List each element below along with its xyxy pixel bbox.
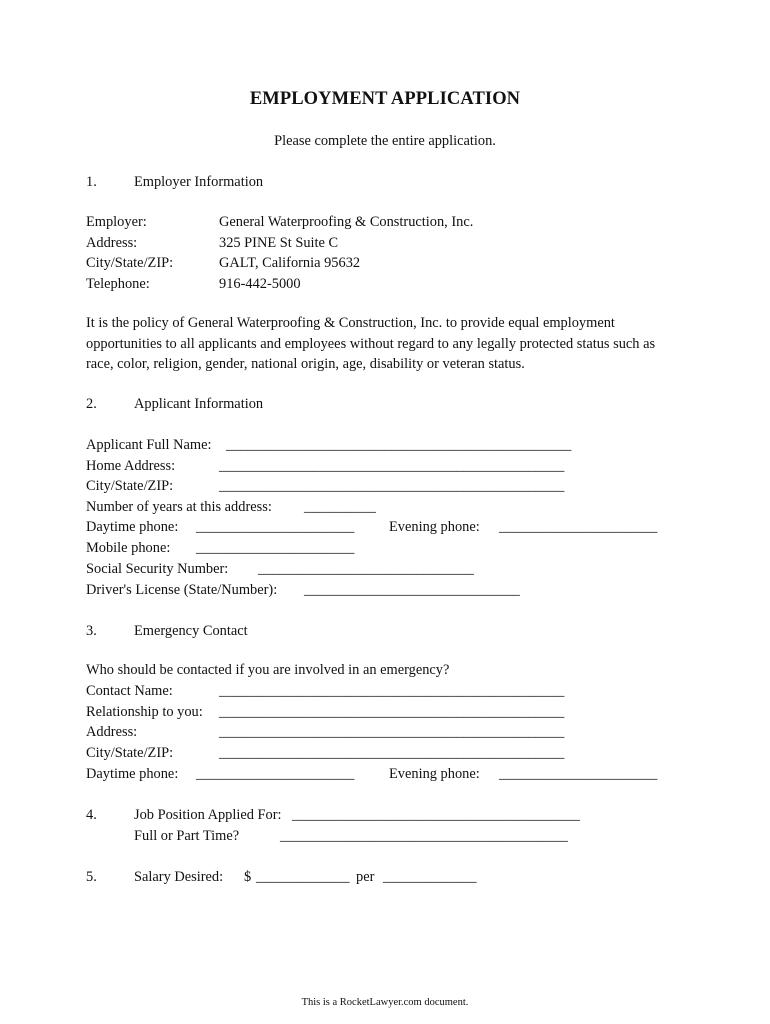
job-position-field[interactable]: ________________________________________ xyxy=(292,807,580,823)
salary-period-field[interactable]: _____________ xyxy=(383,869,477,885)
ssn-field[interactable]: ______________________________ xyxy=(258,561,474,577)
salary-label: Salary Desired: xyxy=(134,869,224,885)
section-number: 3. xyxy=(86,623,97,639)
drivers-license-field[interactable]: ______________________________ xyxy=(304,582,520,598)
section-label: Employer Information xyxy=(134,174,264,190)
contact-evening-phone-label: Evening phone: xyxy=(389,766,480,782)
policy-line: race, color, religion, gender, national origin, age, disability or veteran status. xyxy=(86,356,525,373)
home-address-field[interactable]: ________________________________________________ xyxy=(219,458,565,474)
equal-opportunity-policy xyxy=(86,313,706,375)
contact-daytime-phone-label: Daytime phone: xyxy=(86,766,179,782)
relationship-field[interactable]: ________________________________________________ xyxy=(219,704,565,720)
document-title: EMPLOYMENT APPLICATION xyxy=(249,89,521,109)
ssn-label: Social Security Number: xyxy=(86,561,229,577)
document-footer: This is a RocketLawyer.com document. xyxy=(301,997,469,1008)
mobile-phone-label: Mobile phone: xyxy=(86,540,171,556)
contact-city-label: City/State/ZIP: xyxy=(86,745,174,761)
field-value: General Waterproofing & Construction, Inc. xyxy=(219,214,474,230)
applicant-daytime-phone-label: Daytime phone: xyxy=(86,519,179,535)
contact-evening-phone-field[interactable]: ______________________ xyxy=(499,766,658,782)
drivers-license-label: Driver's License (State/Number): xyxy=(86,582,278,598)
section-4-number: 4. xyxy=(86,807,97,823)
applicant-name-label: Applicant Full Name: xyxy=(86,437,212,453)
relationship-label: Relationship to you: xyxy=(86,704,203,720)
years-at-address-field[interactable]: __________ xyxy=(304,499,376,515)
applicant-evening-phone-label: Evening phone: xyxy=(389,519,480,535)
section-5-number: 5. xyxy=(86,869,97,885)
section-number: 1. xyxy=(86,174,97,190)
applicant-city-field[interactable]: ________________________________________________ xyxy=(219,478,565,494)
field-label: Telephone: xyxy=(86,275,150,292)
field-label: Employer: xyxy=(86,214,147,230)
currency-symbol: $ xyxy=(244,869,252,885)
section-label: Emergency Contact xyxy=(134,623,248,639)
field-value: 916-442-5000 xyxy=(219,275,301,292)
salary-per-label: per xyxy=(356,869,375,885)
applicant-daytime-phone-field[interactable]: ______________________ xyxy=(196,519,355,535)
section-label: Applicant Information xyxy=(134,396,264,412)
contact-name-label: Contact Name: xyxy=(86,683,173,699)
policy-line: opportunities to all applicants and employees without regard to any legally protected status such as xyxy=(86,335,656,352)
job-position-label: Job Position Applied For: xyxy=(134,807,282,823)
salary-amount-field[interactable]: _____________ xyxy=(256,869,350,885)
field-value: 325 PINE St Suite C xyxy=(219,234,339,251)
contact-name-field[interactable]: ________________________________________________ xyxy=(219,683,565,699)
years-at-address-label: Number of years at this address: xyxy=(86,499,272,515)
field-value: GALT, California 95632 xyxy=(219,255,361,272)
field-label: City/State/ZIP: xyxy=(86,255,174,272)
contact-city-field[interactable]: ________________________________________________ xyxy=(219,745,565,761)
field-label: Address: xyxy=(86,234,138,251)
document-subtitle: Please complete the entire application. xyxy=(274,133,496,149)
full-part-time-label: Full or Part Time? xyxy=(134,828,240,844)
contact-address-label: Address: xyxy=(86,724,138,740)
contact-daytime-phone-field[interactable]: ______________________ xyxy=(196,766,355,782)
mobile-phone-field[interactable]: ______________________ xyxy=(196,540,355,556)
applicant-city-label: City/State/ZIP: xyxy=(86,478,174,494)
section-number: 2. xyxy=(86,396,97,412)
applicant-evening-phone-field[interactable]: ______________________ xyxy=(499,519,658,535)
contact-address-field[interactable]: ________________________________________________ xyxy=(219,724,565,740)
emergency-question: Who should be contacted if you are involved in an emergency? xyxy=(86,662,450,678)
policy-line: It is the policy of General Waterproofing & Construction, Inc. to provide equal employment xyxy=(86,315,615,331)
home-address-label: Home Address: xyxy=(86,458,176,474)
applicant-name-field[interactable]: ________________________________________________ xyxy=(226,437,572,453)
full-part-time-field[interactable]: ________________________________________ xyxy=(280,828,568,844)
